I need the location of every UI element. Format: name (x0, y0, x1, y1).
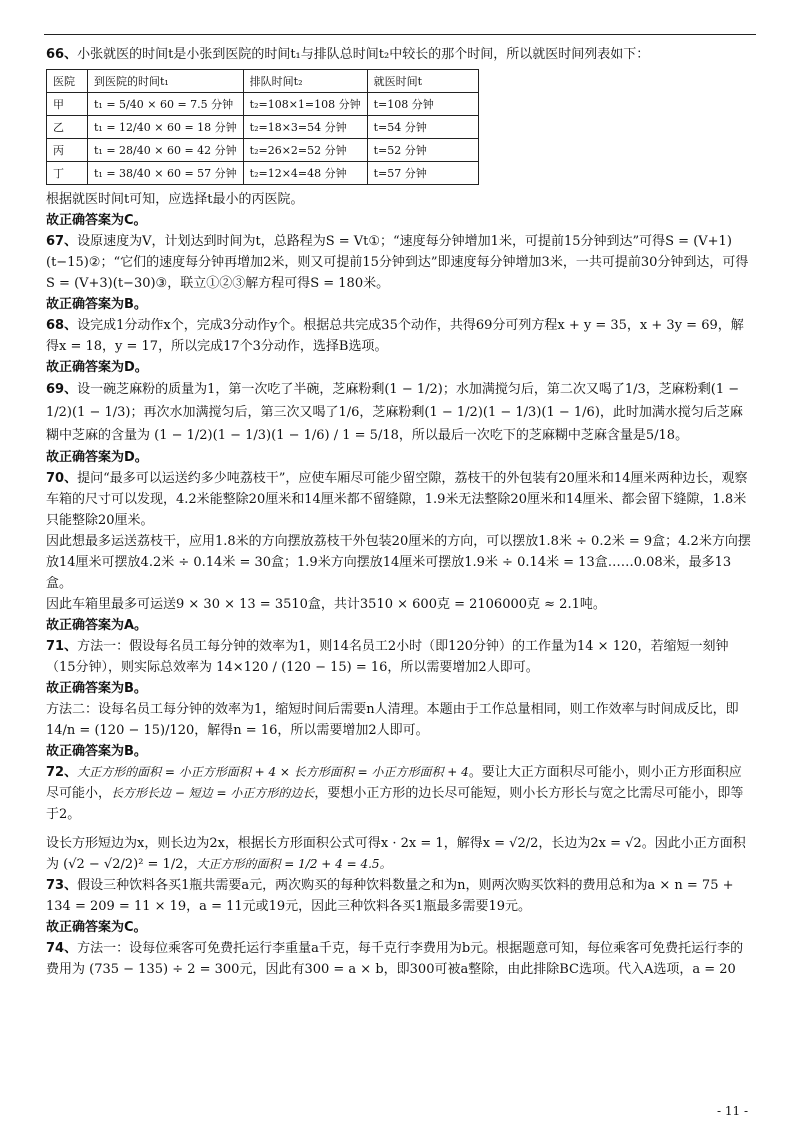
table-row (47, 139, 479, 162)
table-header-cell: 医院 (47, 70, 88, 93)
table-cell: t₁ = 5/40 × 60 = 7.5 分钟 (88, 93, 244, 116)
q67-text: 67、设原速度为V，计划达到时间为t，总路程为S = Vt①；“速度每分钟增加1米，可提前15分钟到达”可得S = (V+1)(t−15)②；“它们的速度每分钟再增加2米，则又可提前15分钟到达”即速度每分钟增加3米，一共可提前30分钟到达，可得S = (V+3)(t−30)③，联立①②③解方程可得S = 180米。 (46, 234, 749, 291)
q70-number: 70、 (46, 471, 78, 486)
table-header-cell: 排队时间t₂ (243, 70, 367, 93)
q66-intro: 66、小张就医的时间t是小张到医院的时间t₁与排队总时间t₂中较长的那个时间，所以就医时间列表如下： (46, 47, 650, 62)
table-cell: t₂=26×2=52 分钟 (243, 139, 367, 162)
q67-answer: 故正确答案为B。 (46, 297, 147, 312)
q66-table (46, 69, 479, 185)
table-row (47, 116, 479, 139)
q71-answer2: 故正确答案为B。 (46, 744, 147, 759)
q70-p2: 因此想最多运送荔枝干，应用1.8米的方向摆放荔枝干外包装20厘米的方向，可以摆放1.8米 ÷ 0.2米 = 9盒；4.2米方向摆放14厘米可摆放4.2米 ÷ 0.14米 = 30盒；1.9米方向摆放14厘米可摆放1.9米 ÷ 0.14米 = 13盒……0.08米，最多13盒。 (46, 534, 751, 591)
q70-p3: 因此车箱里最多可运送9 × 30 × 13 = 3510盒，共计3510 × 600克 = 2106000克 ≈ 2.1吨。 (46, 597, 606, 612)
q71-number: 71、 (46, 639, 78, 654)
table-row (47, 93, 479, 116)
q72-number: 72、 (46, 765, 78, 780)
q66-conclusion: 根据就医时间t可知，应选择t最小的丙医院。 (46, 192, 304, 207)
table-cell: t₁ = 38/40 × 60 = 57 分钟 (88, 162, 244, 185)
q74-number: 74、 (46, 941, 78, 956)
q73-answer: 故正确答案为C。 (46, 920, 147, 935)
q74-text: 74、方法一：设每位乘客可免费托运行李重量a千克，每千克行李费用为b元。根据题意可知，每位乘客可免费托运行李的费用为 (735 − 135) ÷ 2 = 300元，因此有300 = a × b，即300可被a整除，由此排除BC选项。代入A选项，a = 20 (46, 941, 744, 977)
table-cell: 丁 (47, 162, 88, 185)
q72-p1: 72、大正方形的面积 = 小正方形面积 + 4 × 长方形面积 = 小正方形面积 + 4。要让大正方面积尽可能小，则小正方形面积应尽可能小，长方形长边 − 短边 = 小正方形的边长，要想小正方形的边长尽可能短，则小长方形长与宽之比需尽可能小，即等于2。 (46, 765, 744, 822)
table-header-cell: 到医院的时间t₁ (88, 70, 244, 93)
q68-text: 68、设完成1分动作x个，完成3分动作y个。根据总共完成35个动作，共得69分可列方程x + y = 35，x + 3y = 69，解得x = 18，y = 17，所以完成17个3分动作，选择B选项。 (46, 318, 744, 354)
page-number: - 11 - (716, 1104, 748, 1118)
q72-p2: 设长方形短边为x，则长边为2x，根据长方形面积公式可得x · 2x = 1，解得x = √2/2，长边为2x = √2。因此小正方面积为 (√2 − √2/2)² = 1/2，大正方形的面积 = 1/2 + 4 = 4.5。 (46, 836, 746, 872)
table-cell: t₂=12×4=48 分钟 (243, 162, 367, 185)
q67-number: 67、 (46, 234, 78, 249)
table-cell: t₂=18×3=54 分钟 (243, 116, 367, 139)
table-cell: t₂=108×1=108 分钟 (243, 93, 367, 116)
q72-handwritten-formula-2: 长方形长边 − 短边 = 小正方形的边长 (111, 786, 315, 800)
q70-answer: 故正确答案为A。 (46, 618, 148, 633)
q72-handwritten-formula: 大正方形的面积 = 小正方形面积 + 4 × 长方形面积 = 小正方形面积 + 4 (77, 765, 469, 779)
q71-method2: 方法二：设每名员工每分钟的效率为1，缩短时间后需要n人清理。本题由于工作总量相同，则工作效率与时间成反比，即 14/n = (120 − 15)/120，解得n = 16，所以需要增加2人即可。 (46, 702, 739, 738)
table-row (47, 162, 479, 185)
table-header-cell: 就医时间t (367, 70, 478, 93)
q69-answer: 故正确答案为D。 (46, 450, 148, 465)
table-cell: t=108 分钟 (367, 93, 478, 116)
q66-number: 66、 (46, 47, 78, 62)
table-cell: t=52 分钟 (367, 139, 478, 162)
q71-answer1: 故正确答案为B。 (46, 681, 147, 696)
table-cell: 丙 (47, 139, 88, 162)
table-cell: 甲 (47, 93, 88, 116)
q71-method1: 71、方法一：假设每名员工每分钟的效率为1，则14名员工2小时（即120分钟）的工作量为14 × 120，若缩短一刻钟（15分钟），则实际总效率为 14×120 / (120 − 15) = 16，所以需要增加2人即可。 (46, 639, 729, 675)
q69-number: 69、 (46, 382, 78, 397)
q73-number: 73、 (46, 878, 78, 893)
solution-page (46, 44, 754, 980)
q68-number: 68、 (46, 318, 78, 333)
table-cell: t₁ = 12/40 × 60 = 18 分钟 (88, 116, 244, 139)
table-cell: 乙 (47, 116, 88, 139)
table-cell: t=57 分钟 (367, 162, 478, 185)
table-cell: t=54 分钟 (367, 116, 478, 139)
q69-text: 69、设一碗芝麻粉的质量为1，第一次吃了半碗，芝麻粉剩(1 − 1/2)；水加满搅匀后，第二次又喝了1/3，芝麻粉剩(1 − 1/2)(1 − 1/3)；再次水加满搅匀后，第三次又喝了1/6，芝麻粉剩(1 − 1/2)(1 − 1/3)(1 − 1/6)，此时加满水搅匀后芝麻糊中芝麻的含量为 (1 − 1/2)(1 − 1/3)(1 − 1/6) / 1 = 5/18，所以最后一次吃下的芝麻糊中芝麻含量是5/18。 (46, 382, 743, 443)
header-rule (44, 34, 756, 35)
table-cell: t₁ = 28/40 × 60 = 42 分钟 (88, 139, 244, 162)
table-header-row (47, 70, 479, 93)
q72-handwritten-formula-3: 大正方形的面积 = 1/2 + 4 = 4.5。 (196, 857, 392, 871)
q68-answer: 故正确答案为D。 (46, 360, 148, 375)
q70-p1: 70、提问“最多可以运送约多少吨荔枝干”，应使车厢尽可能少留空隙，荔枝干的外包装有20厘米和14厘米两种边长，观察车箱的尺寸可以发现，4.2米能整除20厘米和14厘米都不留缝隙，1.9米无法整除20厘米和14厘米、都会留下缝隙，1.8米只能整除20厘米。 (46, 471, 748, 528)
q66-answer: 故正确答案为C。 (46, 213, 147, 228)
q73-text: 73、假设三种饮料各买1瓶共需要a元，两次购买的每种饮料数量之和为n，则两次购买饮料的费用总和为a × n = 75 + 134 = 209 = 11 × 19，a = 11元或19元，因此三种饮料各买1瓶最多需要19元。 (46, 878, 734, 914)
